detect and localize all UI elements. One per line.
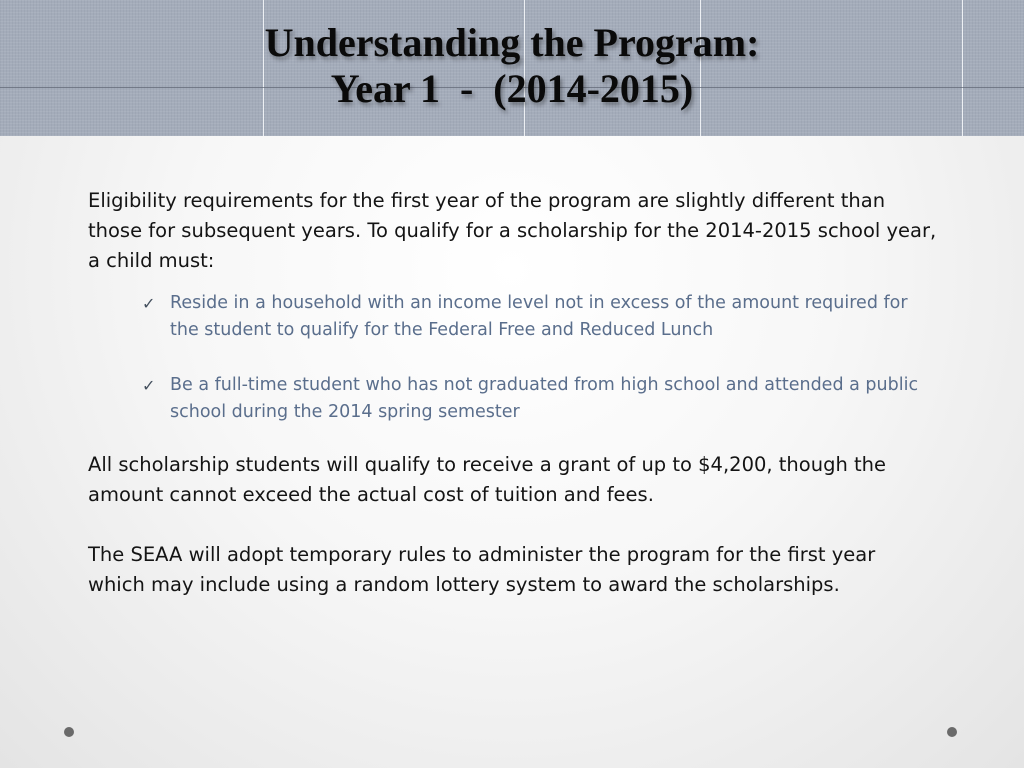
title-line-2: Year 1 - (2014-2015) — [330, 66, 694, 111]
eligibility-item-text: Reside in a household with an income level not in excess of the amount required for the student to qualify for the Federal Free and Reduced Lunch — [170, 293, 908, 340]
eligibility-item — [142, 290, 938, 344]
title-line-1: Understanding the Program: — [264, 20, 760, 65]
slide-title — [0, 20, 1024, 112]
corner-dot-icon — [947, 727, 957, 737]
corner-dot-icon — [64, 727, 74, 737]
eligibility-item — [142, 372, 938, 426]
eligibility-list — [88, 290, 938, 426]
eligibility-item-text: Be a full-time student who has not graduated from high school and attended a public school during the 2014 spring semester — [170, 375, 919, 422]
intro-paragraph: Eligibility requirements for the first year of the program are slightly different than those for subsequent years. To qualify for a scholarship for the 2014-2015 school year, a child must: — [88, 189, 937, 272]
grant-paragraph: All scholarship students will qualify to receive a grant of up to $4,200, though the amount cannot exceed the actual cost of tuition and fees. — [88, 453, 887, 506]
spacer — [88, 510, 938, 540]
checkmark-icon: ✓ — [142, 376, 156, 395]
slide-body — [88, 186, 938, 600]
checkmark-icon: ✓ — [142, 294, 156, 313]
title-banner — [0, 0, 1024, 136]
rules-paragraph: The SEAA will adopt temporary rules to administer the program for the first year which may include using a random lottery system to award the scholarships. — [88, 543, 876, 596]
